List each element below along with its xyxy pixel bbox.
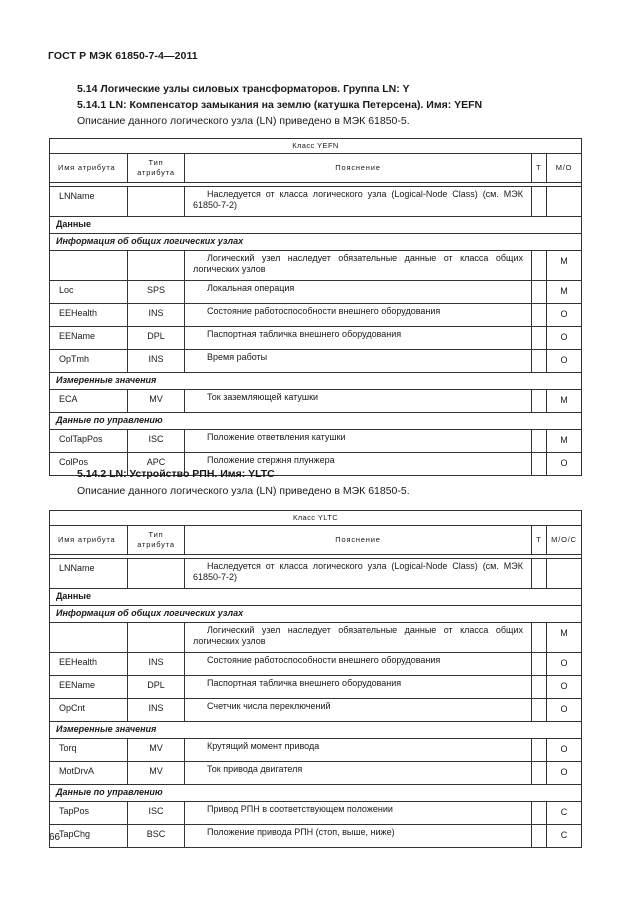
lnname-row	[50, 187, 582, 217]
attribute-name-cell: EEHealth	[50, 304, 128, 327]
subsection-heading-yltc: 5.14.2 LN: Устройство РПН. Имя: YLTC	[77, 468, 275, 480]
explanation-cell: Крутящий момент привода	[185, 739, 532, 762]
header-type-line1: Тип	[148, 158, 164, 167]
header-row	[50, 526, 582, 555]
header-explanation: Пояснение	[185, 154, 532, 183]
section-label: Данные по управлению	[50, 413, 582, 430]
intro-text-yltc: Описание данного логического узла (LN) приведено в МЭК 61850-5.	[77, 485, 410, 497]
moc-cell: О	[547, 676, 582, 699]
table-row	[50, 762, 582, 785]
attribute-name-cell: TapPos	[50, 802, 128, 825]
transient-cell	[532, 676, 547, 699]
header-t: T	[532, 526, 547, 555]
transient-cell	[532, 559, 547, 589]
table-row	[50, 304, 582, 327]
moc-cell: М	[547, 623, 582, 653]
transient-cell	[532, 327, 547, 350]
transient-cell	[532, 623, 547, 653]
attribute-name-cell	[50, 251, 128, 281]
moc-cell: С	[547, 802, 582, 825]
header-type-line2: атрибута	[137, 168, 175, 177]
table-row	[50, 739, 582, 762]
header-row	[50, 154, 582, 183]
attribute-type-cell: MV	[128, 390, 185, 413]
transient-cell	[532, 304, 547, 327]
attribute-type-cell: DPL	[128, 327, 185, 350]
section-label: Информация об общих логических узлах	[50, 234, 582, 251]
explanation-cell: Положение ответвления катушки	[185, 430, 532, 453]
document-header: ГОСТ Р МЭК 61850-7-4—2011	[48, 50, 198, 62]
attribute-name-cell: EEName	[50, 327, 128, 350]
attribute-type-cell: ISC	[128, 430, 185, 453]
explanation-cell: Состояние работоспособности внешнего оборудования	[185, 653, 532, 676]
explanation-cell: Логический узел наследует обязательные данные от класса общих логических узлов	[185, 251, 532, 281]
table-row	[50, 327, 582, 350]
header-moc: М/О	[547, 154, 582, 183]
attribute-name-cell: Loc	[50, 281, 128, 304]
header-moc: М/О/С	[547, 526, 582, 555]
attribute-type-cell	[128, 251, 185, 281]
section-label: Данные	[50, 589, 582, 606]
header-attribute-type	[128, 154, 185, 183]
explanation-cell: Логический узел наследует обязательные данные от класса общих логических узлов	[185, 623, 532, 653]
header-t: T	[532, 154, 547, 183]
section-label: Измеренные значения	[50, 373, 582, 390]
attribute-type-cell: INS	[128, 699, 185, 722]
attribute-type-cell	[128, 559, 185, 589]
section-label: Данные по управлению	[50, 785, 582, 802]
attribute-name-cell: OpTmh	[50, 350, 128, 373]
table-row	[50, 699, 582, 722]
section-data	[50, 589, 582, 606]
explanation-cell: Состояние работоспособности внешнего оборудования	[185, 304, 532, 327]
class-name: Класс YLTC	[50, 511, 582, 526]
header-attribute-name: Имя атрибута	[50, 154, 128, 183]
transient-cell	[532, 762, 547, 785]
transient-cell	[532, 430, 547, 453]
moc-cell: О	[547, 350, 582, 373]
attribute-name-cell: OpCnt	[50, 699, 128, 722]
table-row	[50, 802, 582, 825]
section-control-data	[50, 785, 582, 802]
moc-cell: О	[547, 453, 582, 476]
table-row	[50, 281, 582, 304]
class-name: Класс YEFN	[50, 139, 582, 154]
attribute-type-cell: ISC	[128, 802, 185, 825]
attribute-type-cell: INS	[128, 304, 185, 327]
explanation-cell: Наследуется от класса логического узла (Logical-Node Class) (см. МЭК 61850-7-2)	[185, 187, 532, 217]
moc-cell: О	[547, 762, 582, 785]
attribute-type-cell: MV	[128, 762, 185, 785]
attribute-type-cell: MV	[128, 739, 185, 762]
transient-cell	[532, 699, 547, 722]
attribute-name-cell: ColTapPos	[50, 430, 128, 453]
explanation-cell: Привод РПН в соответствующем положении	[185, 802, 532, 825]
explanation-cell: Паспортная табличка внешнего оборудования	[185, 327, 532, 350]
transient-cell	[532, 390, 547, 413]
transient-cell	[532, 187, 547, 217]
explanation-cell: Паспортная табличка внешнего оборудования	[185, 676, 532, 699]
explanation-cell: Положение привода РПН (стоп, выше, ниже)	[185, 825, 532, 848]
attribute-type-cell: DPL	[128, 676, 185, 699]
transient-cell	[532, 802, 547, 825]
explanation-cell: Локальная операция	[185, 281, 532, 304]
attribute-type-cell	[128, 187, 185, 217]
section-control-data	[50, 413, 582, 430]
section-heading: 5.14 Логические узлы силовых трансформаторов. Группа LN: Y	[77, 83, 410, 95]
common-inherit-row	[50, 251, 582, 281]
moc-cell: О	[547, 739, 582, 762]
header-explanation: Пояснение	[185, 526, 532, 555]
transient-cell	[532, 350, 547, 373]
moc-cell: М	[547, 390, 582, 413]
header-type-line1: Тип	[148, 530, 164, 539]
moc-cell: О	[547, 304, 582, 327]
attribute-type-cell: INS	[128, 653, 185, 676]
section-common-info	[50, 234, 582, 251]
common-inherit-row	[50, 623, 582, 653]
header-type-line2: атрибута	[137, 540, 175, 549]
table-row	[50, 676, 582, 699]
attribute-type-cell: APC	[128, 453, 185, 476]
table-yefn	[49, 138, 582, 476]
explanation-cell: Положение стержня плунжера	[185, 453, 532, 476]
section-measured-values	[50, 373, 582, 390]
section-data	[50, 217, 582, 234]
intro-text-yefn: Описание данного логического узла (LN) приведено в МЭК 61850-5.	[77, 115, 410, 127]
explanation-cell: Ток привода двигателя	[185, 762, 532, 785]
explanation-cell: Ток заземляющей катушки	[185, 390, 532, 413]
attribute-name-cell: LNName	[50, 559, 128, 589]
moc-cell: С	[547, 825, 582, 848]
explanation-cell: Время работы	[185, 350, 532, 373]
section-label: Данные	[50, 217, 582, 234]
attribute-name-cell: TapChg	[50, 825, 128, 848]
header-attribute-type	[128, 526, 185, 555]
table-row	[50, 653, 582, 676]
class-row	[50, 511, 582, 526]
section-label: Информация об общих логических узлах	[50, 606, 582, 623]
attribute-name-cell: EEName	[50, 676, 128, 699]
moc-cell: О	[547, 653, 582, 676]
table-row	[50, 350, 582, 373]
attribute-type-cell	[128, 623, 185, 653]
attribute-name-cell: LNName	[50, 187, 128, 217]
attribute-type-cell: INS	[128, 350, 185, 373]
attribute-name-cell: MotDrvA	[50, 762, 128, 785]
transient-cell	[532, 281, 547, 304]
class-row	[50, 139, 582, 154]
moc-cell: О	[547, 327, 582, 350]
moc-cell: М	[547, 281, 582, 304]
lnname-row	[50, 559, 582, 589]
moc-cell	[547, 559, 582, 589]
transient-cell	[532, 453, 547, 476]
section-label: Измеренные значения	[50, 722, 582, 739]
moc-cell	[547, 187, 582, 217]
attribute-name-cell: Torq	[50, 739, 128, 762]
moc-cell: М	[547, 251, 582, 281]
explanation-cell: Наследуется от класса логического узла (Logical-Node Class) (см. МЭК 61850-7-2)	[185, 559, 532, 589]
table-yltc	[49, 510, 582, 848]
page-number: 66	[49, 832, 61, 843]
explanation-cell: Счетчик числа переключений	[185, 699, 532, 722]
attribute-name-cell: ColPos	[50, 453, 128, 476]
transient-cell	[532, 653, 547, 676]
attribute-name-cell: ECA	[50, 390, 128, 413]
table-row	[50, 825, 582, 848]
header-attribute-name: Имя атрибута	[50, 526, 128, 555]
transient-cell	[532, 739, 547, 762]
subsection-heading-yefn: 5.14.1 LN: Компенсатор замыкания на землю (катушка Петерсена). Имя: YEFN	[77, 99, 483, 111]
attribute-name-cell: EEHealth	[50, 653, 128, 676]
table-row	[50, 390, 582, 413]
attribute-type-cell: SPS	[128, 281, 185, 304]
section-common-info	[50, 606, 582, 623]
attribute-name-cell	[50, 623, 128, 653]
moc-cell: М	[547, 430, 582, 453]
transient-cell	[532, 251, 547, 281]
moc-cell: О	[547, 699, 582, 722]
attribute-type-cell: BSC	[128, 825, 185, 848]
table-row	[50, 430, 582, 453]
section-measured-values	[50, 722, 582, 739]
transient-cell	[532, 825, 547, 848]
